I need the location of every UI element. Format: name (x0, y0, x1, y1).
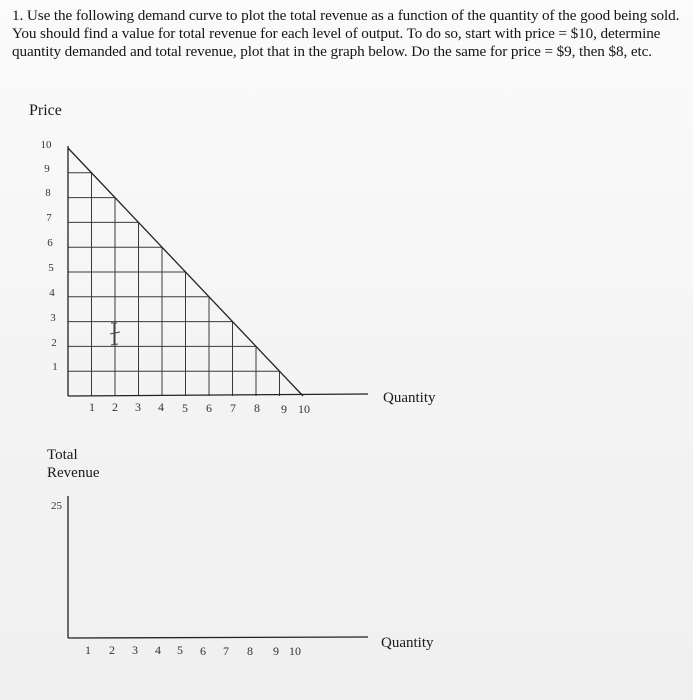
price-tick-9: 9 (44, 163, 50, 175)
demand-qty-tick-9: 9 (281, 402, 287, 416)
demand-qty-tick-7: 7 (230, 401, 236, 415)
demand-qty-tick-4: 4 (158, 400, 164, 414)
demand-x-axis (68, 394, 368, 396)
price-axis-label: Price (29, 102, 62, 119)
revenue-qty-tick-1: 1 (85, 643, 91, 657)
demand-qty-tick-8: 8 (254, 401, 260, 415)
revenue-qty-tick-6: 6 (200, 644, 206, 658)
revenue-qty-tick-5: 5 (177, 643, 183, 657)
price-tick-3: 3 (50, 312, 56, 324)
price-tick-5: 5 (48, 262, 54, 274)
price-tick-10: 10 (40, 139, 52, 151)
demand-qty-tick-3: 3 (135, 400, 141, 414)
price-tick-2: 2 (51, 337, 57, 349)
demand-qty-tick-1: 1 (89, 400, 95, 414)
demand-qty-tick-2: 2 (112, 400, 118, 414)
revenue-graph (68, 496, 368, 638)
total-revenue-label-line2: Revenue (47, 465, 100, 481)
revenue-qty-tick-2: 2 (109, 643, 115, 657)
price-tick-8: 8 (45, 187, 51, 199)
demand-quantity-axis-label: Quantity (383, 390, 436, 406)
revenue-x-axis (68, 637, 368, 638)
revenue-qty-tick-7: 7 (223, 644, 229, 658)
demand-qty-tick-10: 10 (298, 402, 310, 416)
question-text: 1. Use the following demand curve to plot the total revenue as a function of the quantity of the good being sold. You should find a value for total revenue for each level of output. To do so, start with price = $10, determine quantity demanded and total revenue, plot that in the graph below. Do the same for price = $9, then $8, etc. (12, 7, 680, 60)
price-tick-4: 4 (49, 287, 55, 299)
demand-graph (68, 146, 368, 396)
demand-qty-tick-6: 6 (206, 401, 212, 415)
price-tick-6: 6 (47, 237, 53, 249)
revenue-qty-tick-10: 10 (289, 644, 301, 658)
revenue-quantity-axis-label: Quantity (381, 635, 434, 651)
revenue-qty-tick-8: 8 (247, 644, 253, 658)
revenue-qty-tick-3: 3 (132, 643, 138, 657)
revenue-tick-25: 25 (51, 500, 62, 512)
demand-grid (68, 173, 280, 396)
price-tick-7: 7 (46, 212, 52, 224)
revenue-qty-tick-9: 9 (273, 644, 279, 658)
price-tick-1: 1 (52, 361, 58, 373)
revenue-qty-tick-4: 4 (155, 643, 161, 657)
demand-qty-tick-5: 5 (182, 401, 188, 415)
total-revenue-label-line1: Total (47, 447, 78, 463)
